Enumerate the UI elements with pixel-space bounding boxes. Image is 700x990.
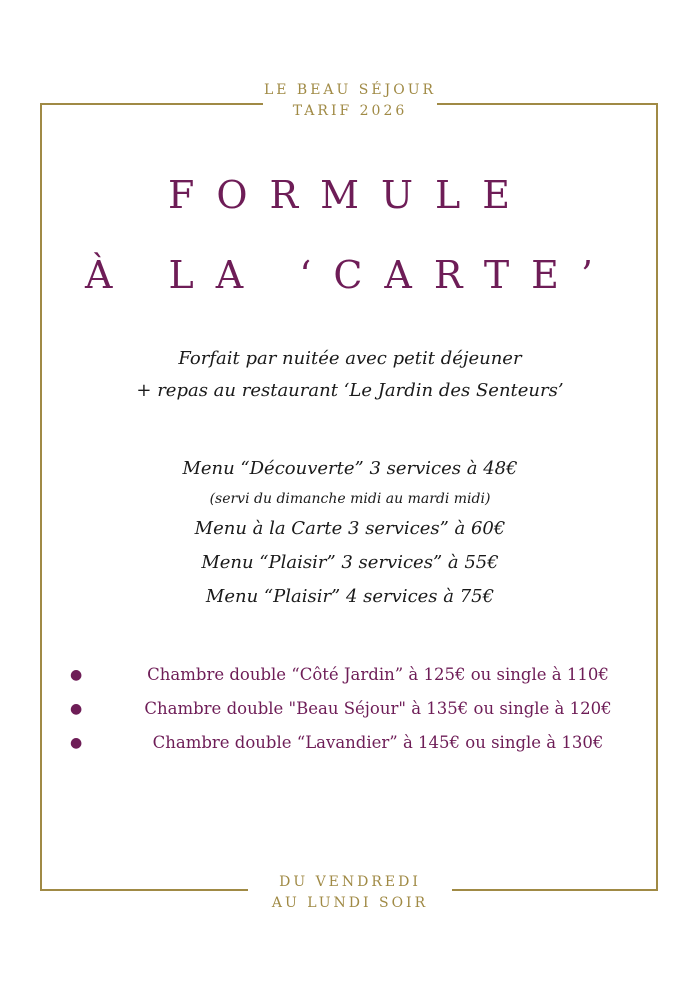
bullet-icon: ●: [70, 667, 83, 683]
bullet-icon: ●: [70, 701, 83, 717]
menu-list: [0, 452, 700, 614]
room-text: Chambre double "Beau Séjour" à 135€ ou single à 120€: [144, 699, 612, 718]
room-item: [70, 730, 650, 764]
menu-note: (servi du dimanche midi au mardi midi): [209, 491, 491, 507]
bullet-icon: ●: [70, 735, 83, 751]
intro: [0, 343, 700, 407]
room-text: Chambre double “Côté Jardin” à 125€ ou single à 110€: [147, 665, 609, 684]
room-list: [70, 662, 650, 764]
footer-line-1: DU VENDREDI: [248, 872, 452, 893]
room-text: Chambre double “Lavandier” à 145€ ou single à 130€: [152, 733, 604, 752]
menu-item: Menu “Plaisir” 3 services” à 55€: [201, 552, 499, 573]
menu-item: Menu “Plaisir” 4 services à 75€: [205, 586, 495, 607]
intro-line-1: Forfait par nuitée avec petit déjeuner: [178, 348, 522, 369]
intro-line-2: + repas au restaurant ‘Le Jardin des Senteurs’: [136, 380, 564, 401]
footer-line-2: AU LUNDI SOIR: [238, 893, 462, 914]
footer: [0, 872, 700, 914]
tariff-year: TARIF 2026: [263, 101, 437, 122]
menu-item: Menu “Découverte” 3 services à 48€: [182, 458, 518, 479]
title-line-1: FORMULE: [167, 173, 533, 217]
title-line-2: À LA ‘CARTE’: [85, 253, 615, 297]
hotel-name: LE BEAU SÉJOUR: [238, 80, 462, 101]
menu-item: Menu à la Carte 3 services” à 60€: [194, 518, 506, 539]
header: [0, 80, 700, 122]
room-item: [70, 696, 650, 730]
room-item: [70, 662, 650, 696]
